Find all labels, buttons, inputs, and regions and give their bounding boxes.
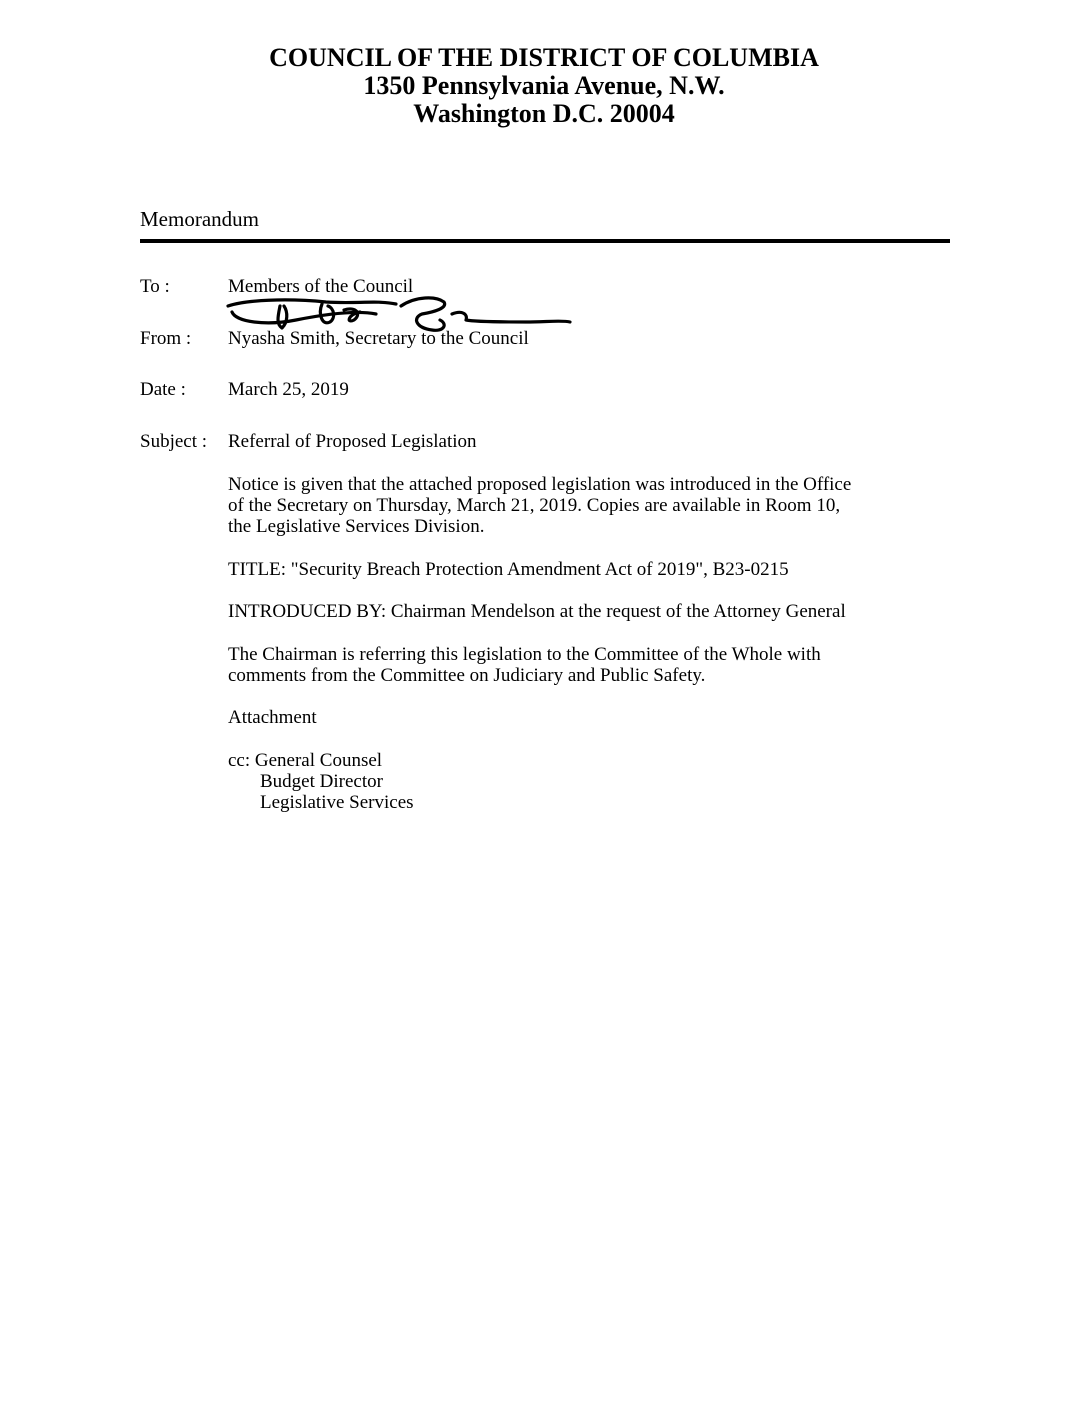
cc-list	[228, 750, 938, 813]
subject-value: Referral of Proposed Legislation	[228, 431, 477, 452]
attachment-label: Attachment	[228, 707, 317, 728]
letterhead-street: 1350 Pennsylvania Avenue, N.W.	[363, 71, 725, 100]
cc-item: Budget Director	[260, 771, 383, 792]
date-value: March 25, 2019	[228, 379, 349, 400]
title-divider	[140, 239, 950, 243]
letterhead	[0, 44, 1088, 128]
referral-line: The Chairman is referring this legislation to the Committee of the Whole with	[228, 644, 821, 665]
memo-title: Memorandum	[140, 207, 259, 231]
to-label: To :	[140, 276, 170, 297]
letterhead-city: Washington D.C. 20004	[413, 99, 675, 128]
subject-label: Subject :	[140, 431, 208, 452]
date-label: Date :	[140, 379, 186, 400]
referral-line: comments from the Committee on Judiciary and Public Safety.	[228, 665, 706, 686]
notice-line: the Legislative Services Division.	[228, 516, 485, 537]
legislation-title: TITLE: "Security Breach Protection Amendment Act of 2019", B23-0215	[228, 559, 789, 580]
cc-item: cc: General Counsel	[228, 750, 383, 771]
from-label: From :	[140, 328, 192, 349]
introduced-by: INTRODUCED BY: Chairman Mendelson at the request of the Attorney General	[228, 601, 846, 622]
notice-line: of the Secretary on Thursday, March 21, 2019. Copies are available in Room 10,	[228, 495, 841, 516]
cc-item: Legislative Services	[260, 792, 414, 813]
notice-paragraph	[228, 474, 938, 537]
notice-line: Notice is given that the attached proposed legislation was introduced in the Office	[228, 474, 852, 495]
to-value: Members of the Council	[228, 276, 414, 297]
referral-paragraph	[228, 644, 938, 686]
letterhead-organization: COUNCIL OF THE DISTRICT OF COLUMBIA	[269, 43, 819, 72]
from-value: Nyasha Smith, Secretary to the Council	[228, 328, 529, 349]
